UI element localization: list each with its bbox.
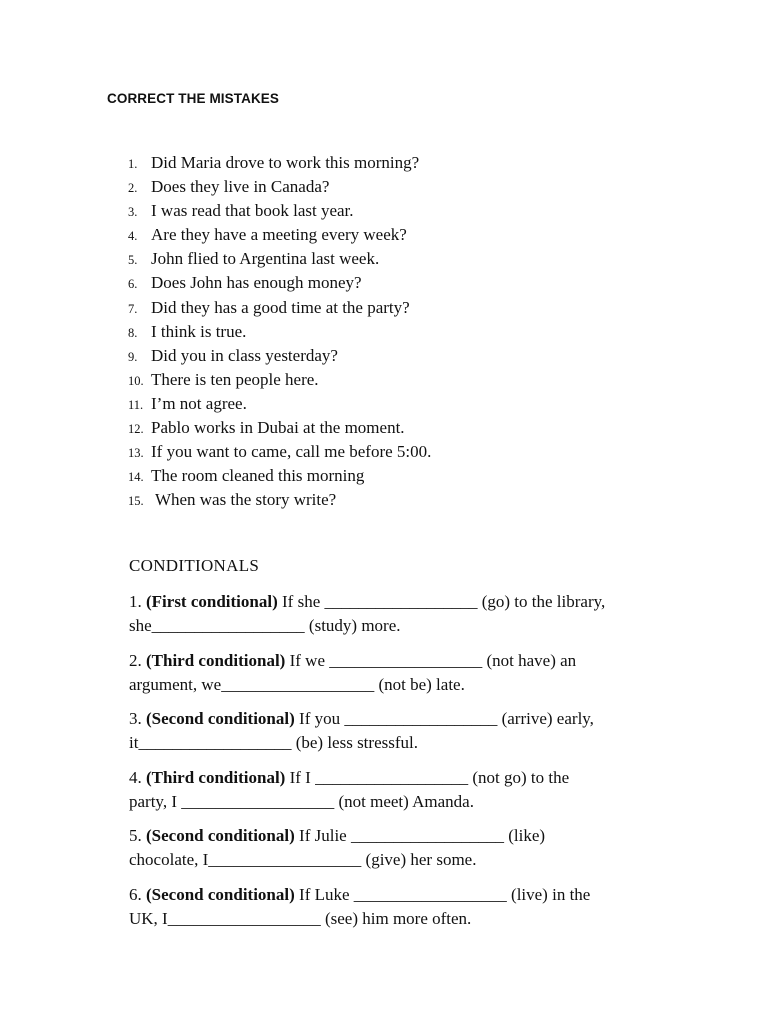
exercise-number: 4. xyxy=(129,767,146,787)
item-number: 6. xyxy=(128,277,138,292)
item-text: Does they live in Canada? xyxy=(151,177,330,197)
list-item xyxy=(128,296,431,320)
item-number: 14. xyxy=(128,470,144,485)
item-text: Pablo works in Dubai at the moment. xyxy=(151,418,405,438)
exercise-line-1 xyxy=(129,649,689,673)
exercise-number: 2. xyxy=(129,650,146,670)
exercise-line-1 xyxy=(129,707,689,731)
list-item xyxy=(128,344,431,368)
item-number: 3. xyxy=(128,205,138,220)
item-text: I think is true. xyxy=(151,321,247,341)
exercise-line-2: party, I __________________ (not meet) Amanda. xyxy=(129,791,474,811)
item-text: Did Maria drove to work this morning? xyxy=(151,153,420,172)
item-text: Are they have a meeting every week? xyxy=(151,225,407,245)
item-text: John flied to Argentina last week. xyxy=(151,249,380,269)
conditional-exercise xyxy=(129,649,689,708)
list-item xyxy=(128,464,431,488)
mistakes-list xyxy=(128,151,431,512)
list-item xyxy=(128,175,431,199)
page-title: CORRECT THE MISTAKES xyxy=(107,91,280,106)
list-item xyxy=(128,271,431,295)
item-text: Did they has a good time at the party? xyxy=(151,297,410,317)
list-item xyxy=(128,247,431,271)
item-text: When was the story write? xyxy=(151,490,337,510)
exercise-prompt: If I __________________ (not go) to the xyxy=(285,767,570,787)
item-number: 15. xyxy=(128,494,144,509)
item-number: 11. xyxy=(128,397,144,412)
item-number: 2. xyxy=(128,181,138,196)
item-number: 7. xyxy=(128,301,138,316)
conditional-type: (Third conditional) xyxy=(146,650,286,670)
exercise-prompt: If you __________________ (arrive) early, xyxy=(294,709,594,728)
exercise-number: 1. xyxy=(129,592,146,611)
list-item xyxy=(128,440,431,464)
exercise-number: 5. xyxy=(129,826,146,845)
item-text: Did you in class yesterday? xyxy=(151,345,338,365)
exercise-line-2: it__________________ (be) less stressful. xyxy=(129,733,418,752)
item-number: 5. xyxy=(128,253,138,268)
conditional-type: (First conditional) xyxy=(146,592,278,611)
item-number: 1. xyxy=(128,157,138,171)
section-title-conditionals: CONDITIONALS xyxy=(129,556,260,575)
item-number: 12. xyxy=(128,422,144,437)
exercise-line-2: argument, we__________________ (not be) late. xyxy=(129,674,465,694)
list-item xyxy=(128,416,431,440)
exercise-line-2: UK, I__________________ (see) him more often. xyxy=(129,908,472,928)
exercise-line-2: she__________________ (study) more. xyxy=(129,616,401,635)
conditional-exercise xyxy=(129,883,689,942)
conditional-exercise xyxy=(129,590,689,649)
exercise-number: 3. xyxy=(129,709,146,728)
conditional-exercise xyxy=(129,707,689,766)
exercise-number: 6. xyxy=(129,884,146,904)
conditional-exercise xyxy=(129,824,689,883)
item-text: I was read that book last year. xyxy=(151,201,354,221)
item-number: 9. xyxy=(128,349,138,364)
conditional-exercise xyxy=(129,766,689,825)
exercise-line-1 xyxy=(129,766,689,790)
item-number: 8. xyxy=(128,325,138,340)
exercise-line-1 xyxy=(129,590,689,614)
exercise-line-1 xyxy=(129,883,689,907)
list-item xyxy=(128,151,431,175)
item-number: 10. xyxy=(128,373,144,388)
item-text: There is ten people here. xyxy=(151,369,319,389)
exercise-prompt: If she __________________ (go) to the library, xyxy=(277,592,606,611)
conditionals-list xyxy=(129,590,689,941)
list-item xyxy=(128,488,431,512)
list-item xyxy=(128,320,431,344)
list-item xyxy=(128,199,431,223)
conditional-type: (Second conditional) xyxy=(146,884,295,904)
item-text: I’m not agree. xyxy=(151,393,247,413)
list-item xyxy=(128,392,431,416)
item-number: 4. xyxy=(128,229,138,244)
exercise-line-1 xyxy=(129,824,689,848)
item-number: 13. xyxy=(128,446,144,461)
exercise-prompt: If we __________________ (not have) an xyxy=(285,650,577,670)
list-item xyxy=(128,368,431,392)
conditional-type: (Second conditional) xyxy=(146,826,295,845)
item-text: The room cleaned this morning xyxy=(151,466,365,486)
exercise-prompt: If Julie __________________ (like) xyxy=(294,826,546,845)
conditional-type: (Third conditional) xyxy=(146,767,286,787)
item-text: If you want to came, call me before 5:00. xyxy=(151,442,432,462)
conditional-type: (Second conditional) xyxy=(146,709,295,728)
item-text: Does John has enough money? xyxy=(151,273,362,293)
list-item xyxy=(128,223,431,247)
exercise-prompt: If Luke __________________ (live) in the xyxy=(294,884,591,904)
exercise-line-2: chocolate, I__________________ (give) her some. xyxy=(129,850,477,869)
